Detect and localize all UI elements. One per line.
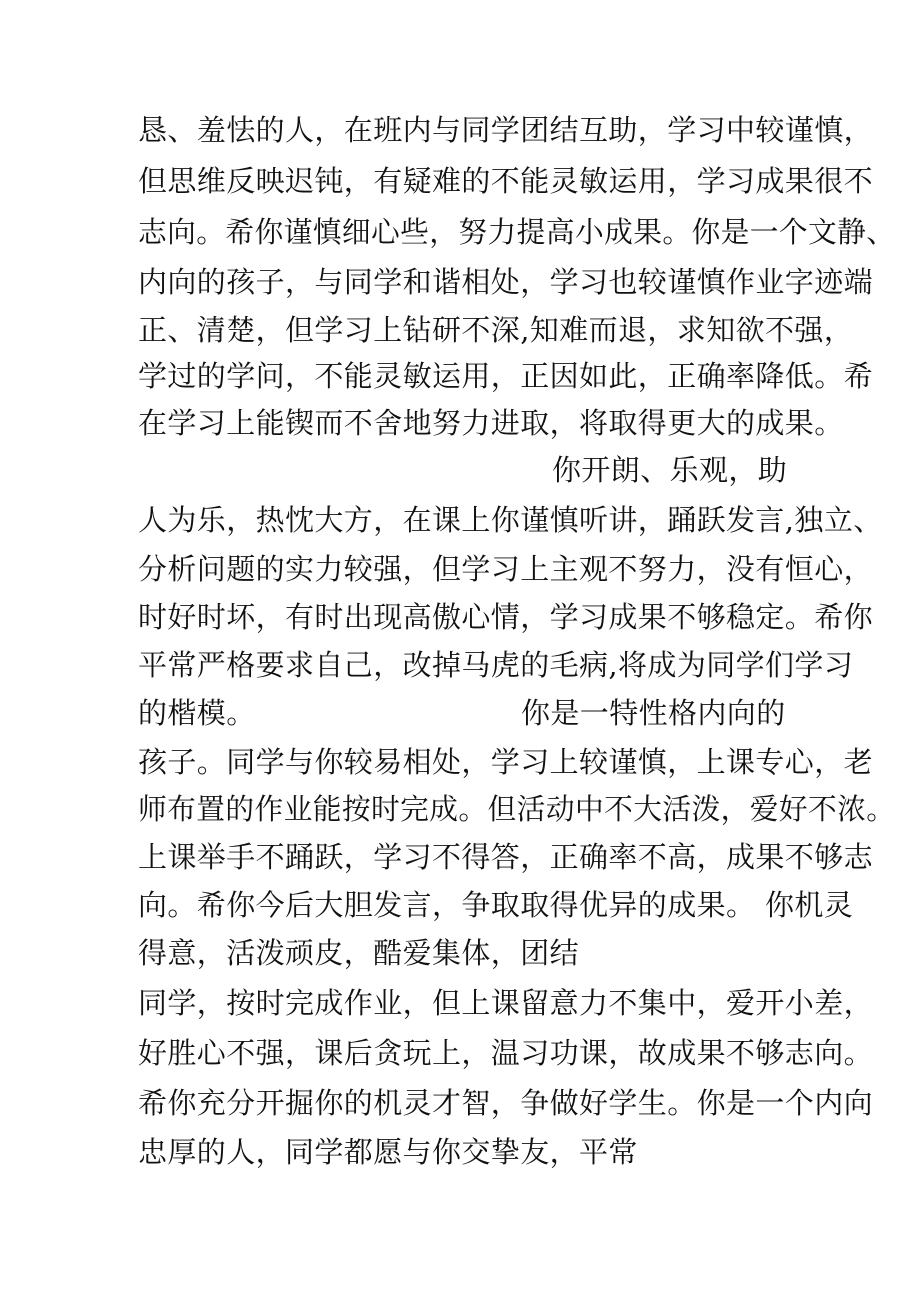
text-line-16: 师布置的作业能按时完成。但活动中不大活泼，爱好不浓。 (138, 792, 896, 826)
text-line-20: 同学，按时完成作业，但上课留意力不集中，爱开小差， (138, 986, 874, 1020)
text-line-2: 但思维反映迟钝，有疑难的不能灵敏运用，学习成果很不 (138, 164, 874, 198)
text-line-11: 时好时坏，有时出现高傲心情，学习成果不够稳定。希你 (138, 600, 874, 634)
text-line-10: 分析问题的实力较强，但学习上主观不努力，没有恒心， (138, 552, 874, 586)
text-line-9: 人为乐，热忱大方，在课上你谨慎听讲，踊跃发言,独立、 (138, 503, 883, 537)
text-line-4: 内向的孩子，与同学和谐相处，学习也较谨慎作业字迹端 (138, 265, 874, 299)
text-line-17: 上课举手不踊跃，学习不得答，正确率不高，成果不够志 (138, 840, 874, 874)
text-line-18: 向。希你今后大胆发言，争取取得优异的成果。 你机灵 (138, 888, 854, 922)
text-line-14: 你是一特性格内向的 (521, 696, 786, 730)
text-line-22: 希你充分开掘你的机灵才智，争做好学生。你是一个内向 (138, 1086, 874, 1120)
text-line-15: 孩子。同学与你较易相处，学习上较谨慎，上课专心，老 (138, 745, 874, 779)
text-line-7: 在学习上能锲而不舍地努力进取，将取得更大的成果。 (138, 406, 844, 440)
text-line-6: 学过的学问，不能灵敏运用，正因如此，正确率降低。希 (138, 359, 874, 393)
text-line-12: 平常严格要求自己，改掉马虎的毛病,将成为同学们学习 (138, 648, 854, 682)
text-line-13: 的楷模。 (138, 696, 256, 730)
text-line-3: 志向。希你谨慎细心些，努力提高小成果。你是一个文静、 (138, 215, 896, 249)
text-line-1: 恳、羞怯的人，在班内与同学团结互助，学习中较谨慎， (138, 113, 874, 147)
text-line-21: 好胜心不强，课后贪玩上，温习功课，故成果不够志向。 (138, 1036, 874, 1070)
text-line-5: 正、清楚，但学习上钻研不深,知难而退，求知欲不强， (138, 313, 854, 347)
text-line-19: 得意，活泼顽皮，酷爱集体，团结 (138, 936, 580, 970)
text-line-23: 忠厚的人，同学都愿与你交挚友，平常 (138, 1135, 638, 1169)
text-line-8: 你开朗、乐观，助 (552, 453, 788, 487)
